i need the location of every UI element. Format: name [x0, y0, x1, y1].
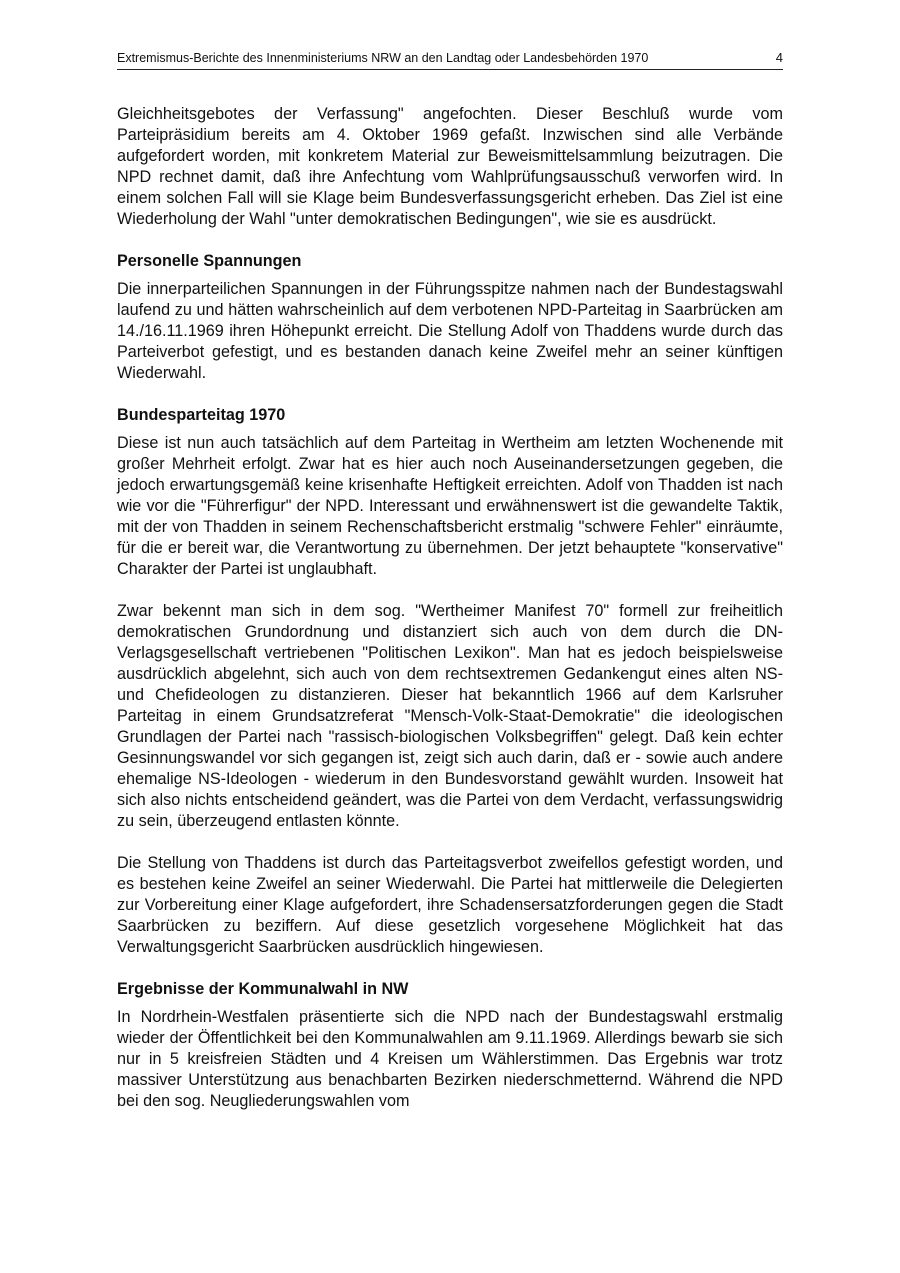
page-number: 4 [775, 50, 783, 65]
paragraph-continued: Gleichheitsgebotes der Verfassung" angefochten. Dieser Beschluß wurde vom Parteipräsidium bereits am 4. Oktober 1969 gefaßt. Inzwischen sind alle Verbände aufgefordert worden, mit konkretem Material zur Beweismittelsammlung beizutragen. Die NPD rechnet damit, daß ihre Anfechtung vom Wahlprüfungsausschuß verworfen wird. In einem solchen Fall will sie Klage beim Bundesverfassungsgericht erheben. Das Ziel ist eine Wiederholung der Wahl "unter demokratischen Bedingungen", wie sie es ausdrückt. [117, 105, 783, 228]
body-text [117, 104, 783, 1112]
heading-personelle-spannungen: Personelle Spannungen [117, 252, 302, 270]
paragraph-kommunalwahl-nw: In Nordrhein-Westfalen präsentierte sich die NPD nach der Bundestagswahl erstmalig wieder der Öffentlichkeit bei den Kommunalwahlen am 9.11.1969. Allerdings bewarb sie sich nur in 5 kreisfreien Städten und 4 Kreisen um Wählerstimmen. Das Ergebnis war trotz massiver Unterstützung aus benachbarten Bezirken niederschmetternd. Während die NPD bei den sog. Neugliederungswahlen vom [117, 1008, 783, 1110]
heading-kommunalwahl-nw: Ergebnisse der Kommunalwahl in NW [117, 980, 409, 998]
paragraph-bundesparteitag-1: Diese ist nun auch tatsächlich auf dem Parteitag in Wertheim am letzten Wochenende mit großer Mehrheit erfolgt. Zwar hat es hier auch noch Auseinandersetzungen gegeben, die jedoch erwartungsgemäß keine krisenhafte Heftigkeit erreichten. Adolf von Thadden ist nach wie vor die "Führerfigur" der NPD. Interessant und erwähnenswert ist die gewandelte Taktik, mit der von Thadden in seinem Rechenschaftsbericht erstmalig "schwere Fehler" einräumte, für die er bereit war, die Verantwortung zu übernehmen. Der jetzt behauptete "konservative" Charakter der Partei ist unglaubhaft. [117, 434, 783, 578]
paragraph-bundesparteitag-2: Zwar bekennt man sich in dem sog. "Wertheimer Manifest 70" formell zur freiheitlich demokratischen Grundordnung und distanziert sich auch von dem durch die DN-Verlagsgesellschaft vertriebenen "Politischen Lexikon". Man hat es jedoch beispielsweise ausdrücklich abgelehnt, sich auch von dem rechtsextremen Gedankengut eines alten NS- und Chefideologen zu distanzieren. Dieser hat bekanntlich 1966 auf dem Karlsruher Parteitag in einem Grundsatzreferat "Mensch-Volk-Staat-Demokratie" die ideologischen Grundlagen der Partei nach "rassisch-biologischen Volksbegriffen" gelegt. Daß kein echter Gesinnungswandel vor sich gegangen ist, zeigt sich auch darin, daß er - sowie auch andere ehemalige NS-Ideologen - wiederum in den Bundesvorstand gewählt wurden. Insoweit hat sich also nichts entscheidend geändert, was die Partei von dem Verdacht, verfassungswidrig zu sein, überzeugend entlasten könnte. [117, 602, 783, 830]
paragraph-bundesparteitag-3: Die Stellung von Thaddens ist durch das Parteitagsverbot zweifellos gefestigt worden, und es bestehen keine Zweifel an seiner Wiederwahl. Die Partei hat mittlerweile die Delegierten zur Vorbereitung einer Klage aufgefordert, ihre Schadensersatzforderungen gegen die Stadt Saarbrücken zu beziffern. Auf diese gesetzlich vorgesehene Möglichkeit hat das Verwaltungsgericht Saarbrücken ausdrücklich hingewiesen. [117, 854, 783, 956]
heading-bundesparteitag-1970: Bundesparteitag 1970 [117, 406, 286, 424]
running-header [117, 50, 783, 70]
document-page [117, 50, 783, 1112]
header-title: Extremismus-Berichte des Innenministeriums NRW an den Landtag oder Landesbehörden 1970 [117, 51, 649, 65]
paragraph-personelle-spannungen: Die innerparteilichen Spannungen in der Führungsspitze nahmen nach der Bundestagswahl laufend zu und hätten wahrscheinlich auf dem verbotenen NPD-Parteitag in Saarbrücken am 14./16.11.1969 ihren Höhepunkt erreicht. Die Stellung Adolf von Thaddens wurde durch das Parteiverbot gefestigt, und es bestanden danach keine Zweifel mehr an seiner künftigen Wiederwahl. [117, 280, 783, 382]
